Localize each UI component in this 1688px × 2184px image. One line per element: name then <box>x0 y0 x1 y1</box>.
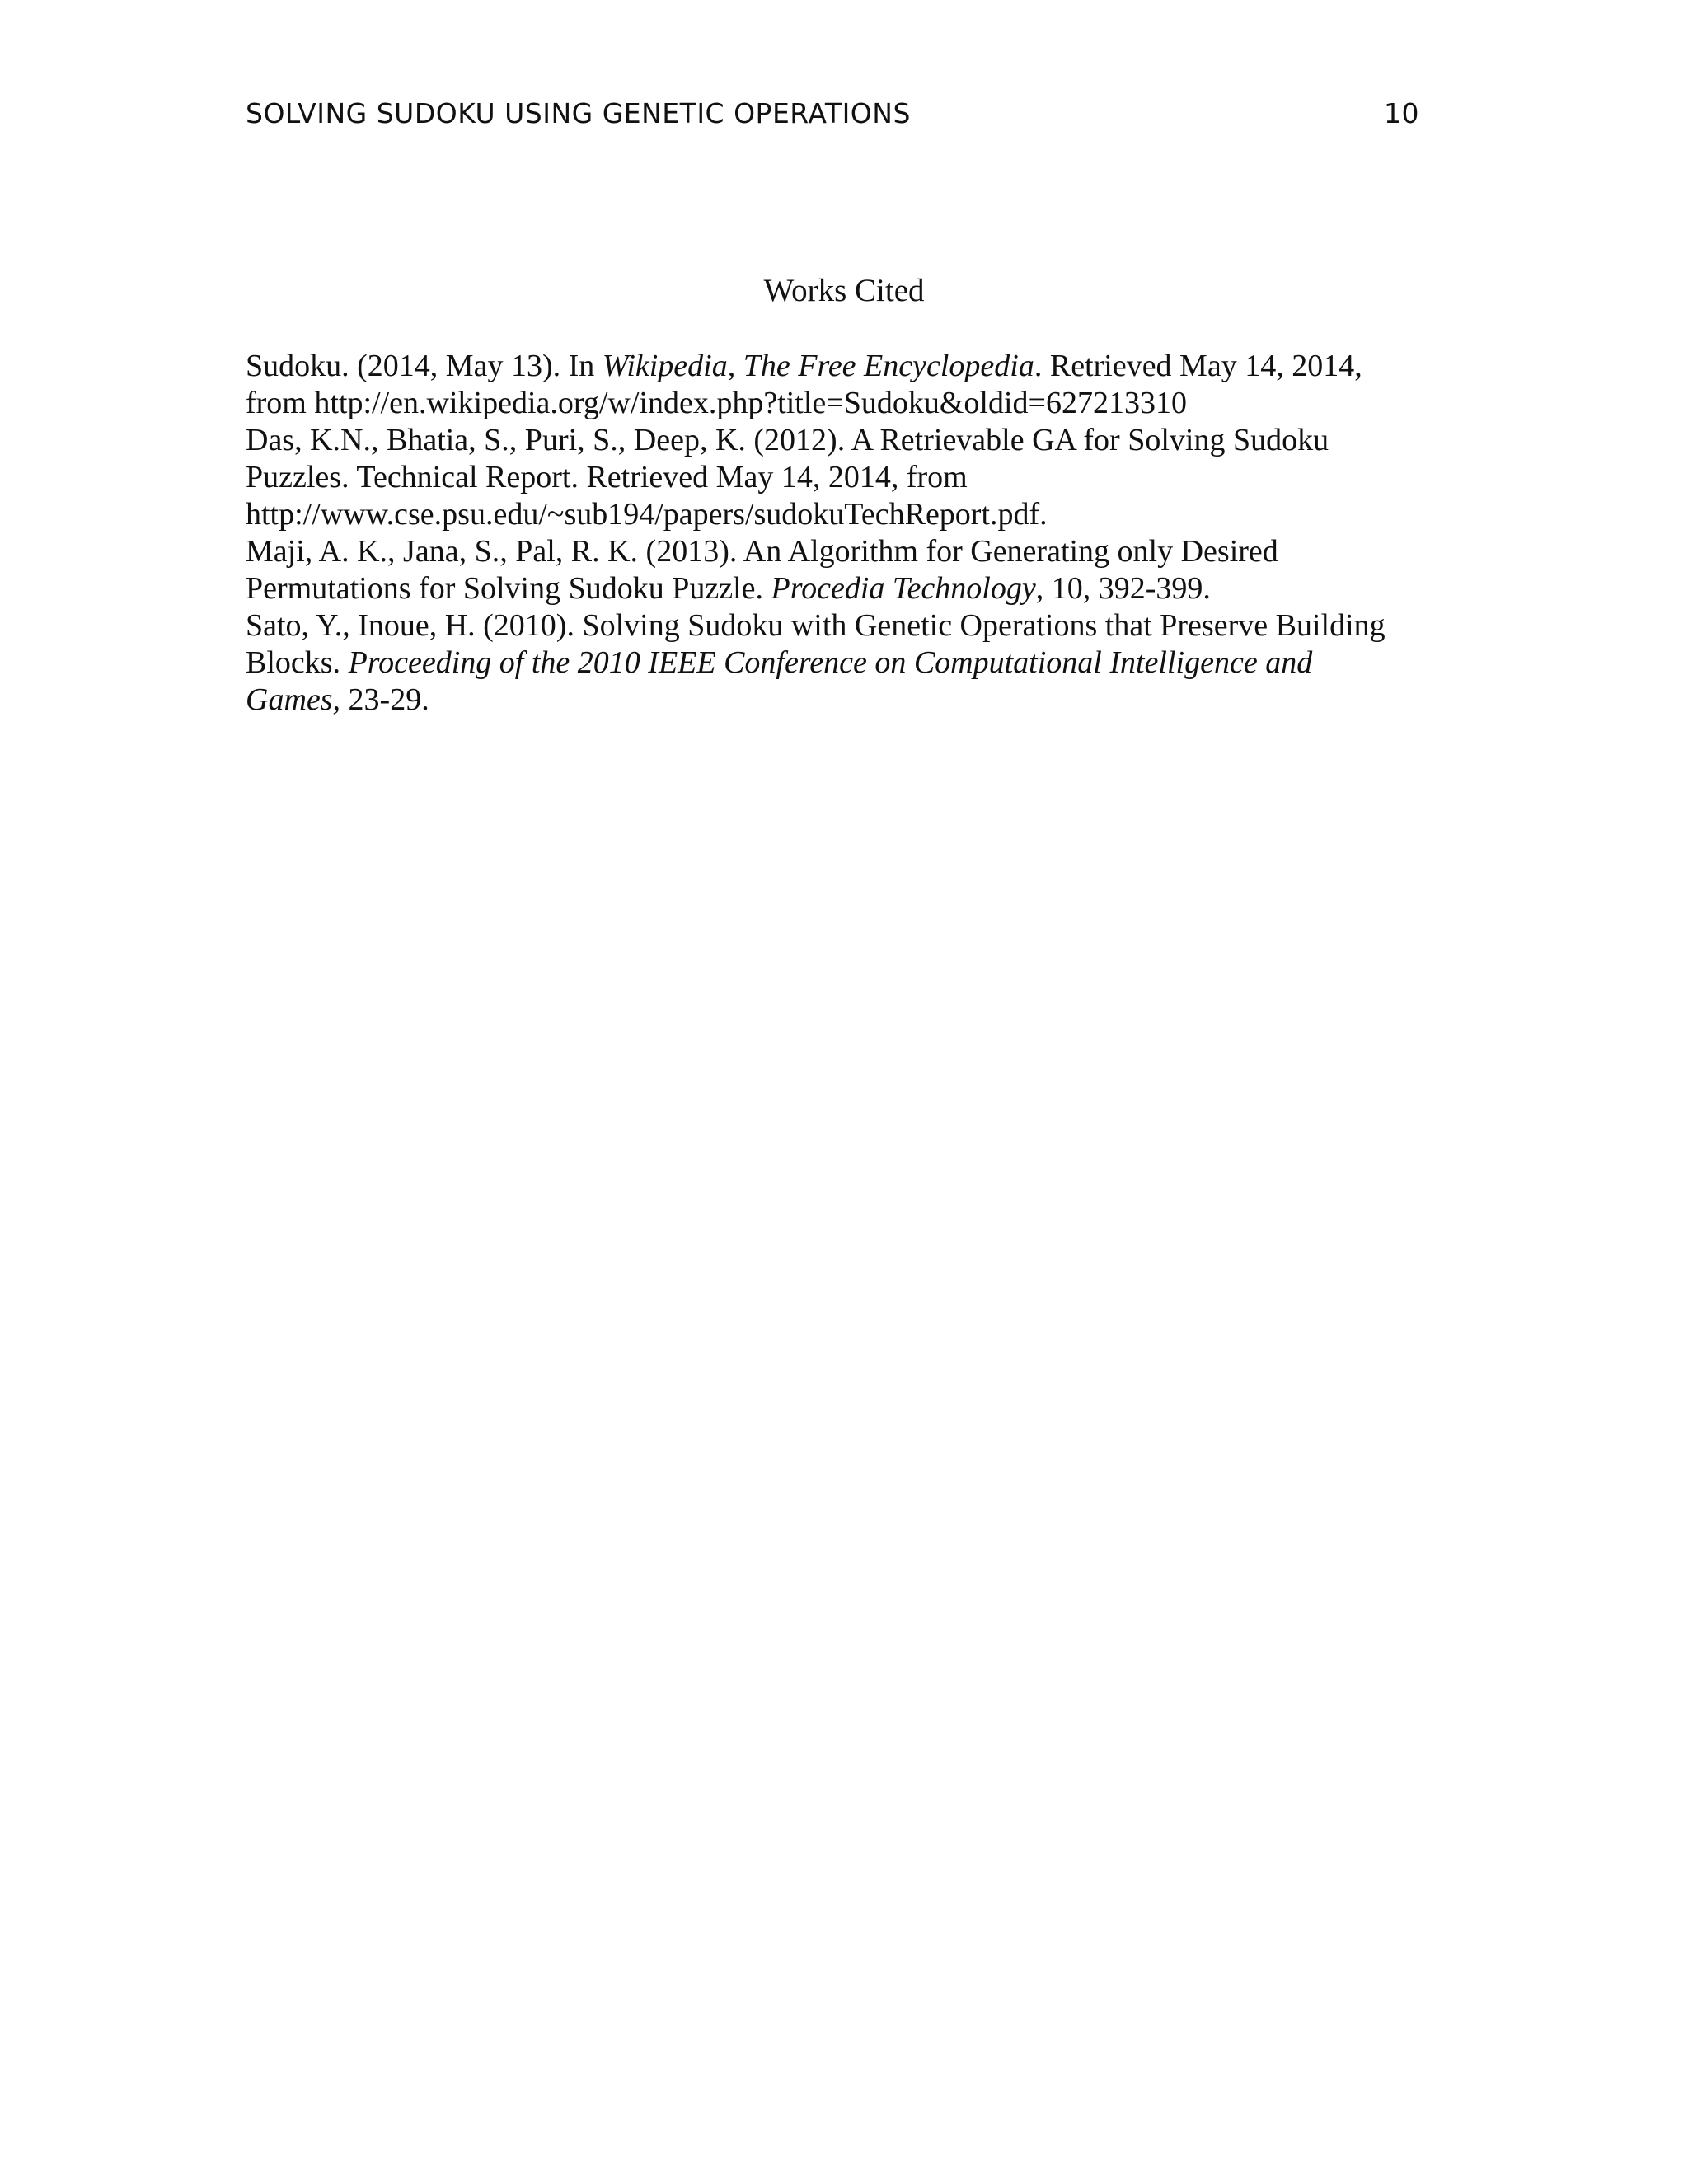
reference-source-title: Proceeding of the 2010 IEEE Conference on Computational Intelligence and <box>348 645 1313 680</box>
reference-line: Puzzles. Technical Report. Retrieved May 14, 2014, from <box>246 460 968 494</box>
reference-line: Das, K.N., Bhatia, S., Puri, S., Deep, K. (2012). A Retrievable GA for Solving Sudoku <box>246 423 1329 457</box>
reference-sudoku-wikipedia <box>246 348 1482 422</box>
reference-source-title: Wikipedia, The Free Encyclopedia <box>602 349 1034 383</box>
reference-text: Blocks. <box>246 645 349 680</box>
references-list <box>246 348 1482 719</box>
reference-line <box>246 644 1482 682</box>
reference-url: from http://en.wikipedia.org/w/index.php?title=Sudoku&oldid=627213310 <box>246 386 1187 420</box>
reference-url: http://www.cse.psu.edu/~sub194/papers/sudokuTechReport.pdf. <box>246 497 1048 532</box>
reference-text: Sudoku. (2014, May 13). In <box>246 349 603 383</box>
reference-maji <box>246 533 1482 607</box>
page-number: 10 <box>1384 97 1419 129</box>
reference-line <box>246 348 1482 385</box>
works-cited-heading: Works Cited <box>763 273 925 308</box>
running-head <box>246 97 1419 138</box>
reference-source-title: Games, <box>246 682 341 717</box>
reference-line: Maji, A. K., Jana, S., Pal, R. K. (2013). An Algorithm for Generating only Desired <box>246 534 1278 569</box>
reference-text: , 10, 392-399. <box>1035 571 1211 606</box>
reference-source-title: Procedia Technology <box>771 571 1036 606</box>
reference-sato <box>246 607 1482 719</box>
reference-das <box>246 422 1482 533</box>
reference-text: . Retrieved May 14, 2014, <box>1034 349 1362 383</box>
reference-text: 23-29. <box>340 682 429 717</box>
running-head-title: SOLVING SUDOKU USING GENETIC OPERATIONS <box>246 97 911 129</box>
reference-line <box>246 570 1482 607</box>
reference-line <box>246 682 1482 719</box>
reference-text: Permutations for Solving Sudoku Puzzle. <box>246 571 771 606</box>
reference-line: Sato, Y., Inoue, H. (2010). Solving Sudoku with Genetic Operations that Preserve Building <box>246 608 1386 643</box>
